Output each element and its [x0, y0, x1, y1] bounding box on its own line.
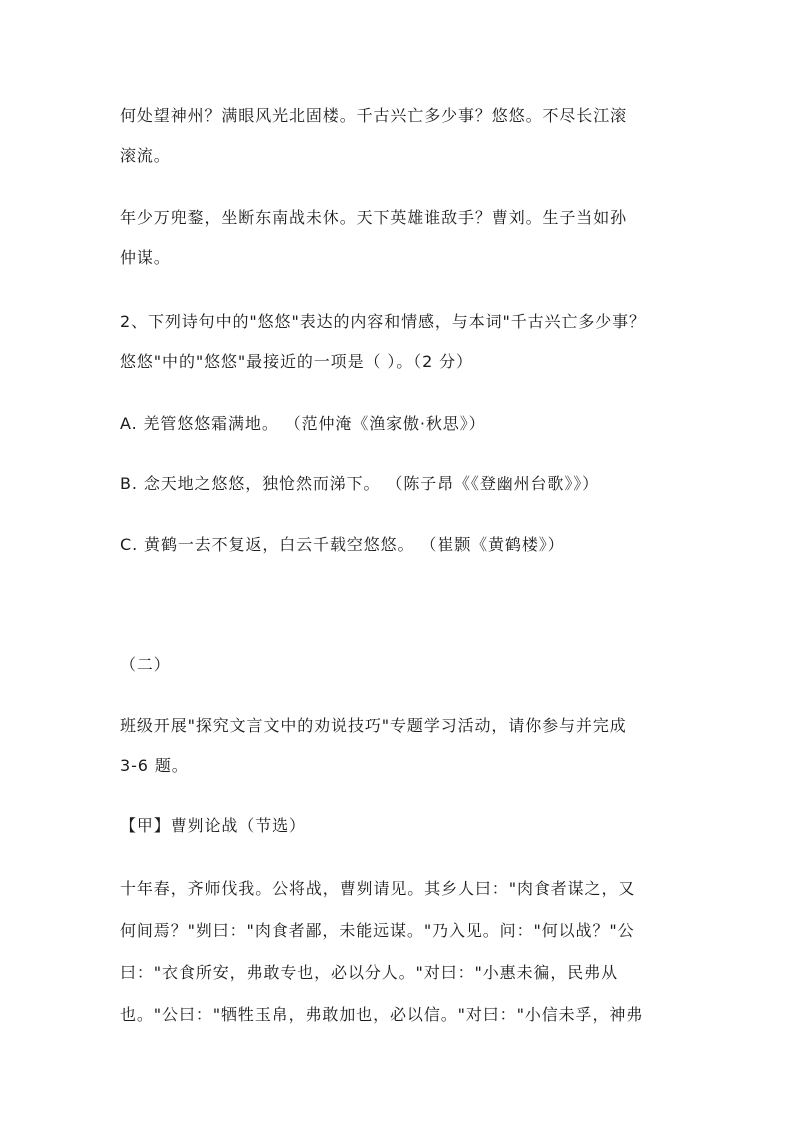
- text-line: 2、下列诗句中的"悠悠"表达的内容和情感，与本词"千古兴亡多少事？: [120, 312, 646, 331]
- poem-stanza-1: [120, 96, 676, 176]
- option-c: [120, 525, 676, 565]
- text-line: 班级开展"探究文言文中的劝说技巧"专题学习活动，请你参与并完成: [120, 716, 627, 735]
- text-line: 何处望神州？满眼风光北固楼。千古兴亡多少事？悠悠。不尽长江滚: [120, 106, 628, 125]
- text-line: 何间焉？"刿曰："肉食者鄙，未能远谋。"乃入见。问："何以战？"公: [120, 921, 635, 940]
- text-line: 十年春，齐师伐我。公将战，曹刿请见。其乡人曰："肉食者谋之，又: [120, 879, 636, 898]
- section-intro: [120, 706, 676, 786]
- option-text: C. 黄鹤一去不复返，白云千载空悠悠。 （崔颢《黄鹤楼》）: [120, 535, 565, 554]
- option-a: [120, 404, 676, 444]
- option-text: A. 羌管悠悠霜满地。 （范仲淹《渔家傲·秋思》）: [120, 414, 486, 433]
- passage-title-text: 【甲】曹刿论战（节选）: [120, 816, 306, 835]
- poem-stanza-2: [120, 198, 676, 278]
- text-line: 3-6 题。: [120, 756, 189, 775]
- text-line: 年少万兜鍪，坐断东南战未休。天下英雄谁敌手？曹刘。生子当如孙: [120, 208, 628, 227]
- text-line: 悠悠"中的"悠悠"最接近的一项是（ ）。（2 分）: [120, 352, 473, 371]
- text-line: 也。"公曰："牺牲玉帛，弗敢加也，必以信。"对曰："小信未孚，神弗: [120, 1005, 644, 1024]
- passage-title: [120, 806, 676, 846]
- text-line: 滚流。: [120, 146, 171, 165]
- section-heading: [120, 645, 676, 685]
- passage-body: [120, 868, 676, 1036]
- section-number: （二）: [120, 655, 171, 674]
- option-text: B. 念天地之悠悠，独怆然而涕下。 （陈子昂《《登幽州台歌》》）: [120, 474, 600, 493]
- question-2-stem: [120, 302, 676, 382]
- text-line: 曰："衣食所安，弗敢专也，必以分人。"对曰："小惠未徧，民弗从: [120, 963, 618, 982]
- option-b: [120, 464, 676, 504]
- text-line: 仲谋。: [120, 248, 171, 267]
